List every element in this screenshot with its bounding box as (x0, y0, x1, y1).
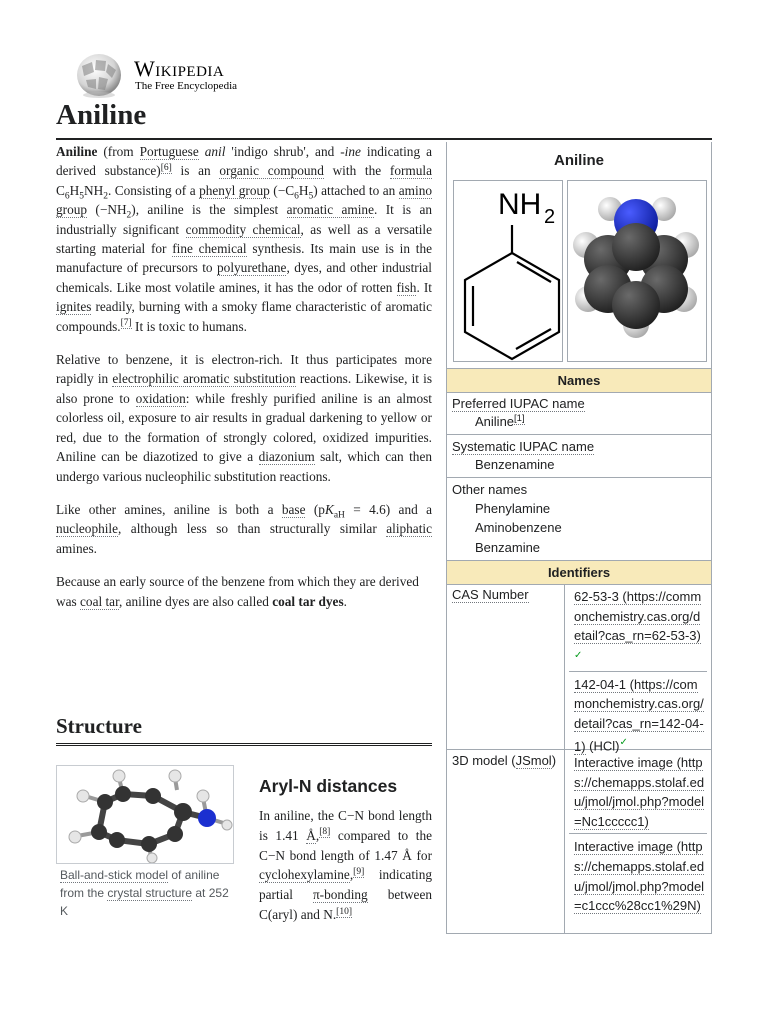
article-body (56, 142, 432, 625)
chembox-infobox (446, 142, 712, 934)
cas-number-row (447, 584, 711, 754)
ref-7[interactable]: [7] (120, 318, 132, 329)
other-name-item: Phenylamine (475, 501, 551, 516)
ball-and-stick-image[interactable] (56, 765, 234, 864)
skeletal-formula-icon (454, 181, 562, 361)
ref-6[interactable]: [6] (160, 162, 172, 173)
infobox-images (453, 180, 707, 362)
link-preferred-iupac-name[interactable]: Preferred IUPAC name (452, 396, 585, 411)
infobox-section-identifiers: Identifiers (447, 560, 711, 585)
ref-1[interactable]: [1] (514, 412, 525, 424)
link-formula[interactable]: formula (389, 163, 432, 179)
link-phenyl-group[interactable]: phenyl group (199, 182, 270, 198)
model-entry (569, 834, 707, 917)
link-fine-chemical[interactable]: fine chemical (172, 241, 247, 257)
nh2-label: NH (498, 188, 542, 221)
page-title: Aniline (56, 96, 712, 140)
link-commodity-chemical[interactable]: commodity chemical (185, 221, 301, 237)
preferred-iupac-row (447, 392, 711, 435)
other-name-item: Benzamine (475, 540, 541, 555)
wikipedia-globe-icon (74, 52, 124, 98)
link-jsmol[interactable]: JSmol (515, 753, 552, 768)
link-polyurethane[interactable]: polyurethane (217, 260, 287, 276)
infobox-title: Aniline (553, 152, 604, 169)
systematic-iupac-value: Benzenamine (475, 457, 555, 472)
ref-10[interactable]: [10] (336, 906, 352, 917)
figure-caption: Ball-and-stick model of aniline from the crystal structure at 252 K (60, 868, 229, 918)
ref-9[interactable]: [9] (353, 866, 365, 877)
infobox-section-names: Names (447, 368, 711, 393)
link-aliphatic[interactable]: aliphatic (386, 521, 432, 537)
link-pi-bonding[interactable]: π-bonding (312, 887, 368, 903)
link-interactive-image-2[interactable]: Interactive image (https://chemapps.stolaf.edu/jmol/jmol.php?model=c1ccc%28cc1%29N) (574, 839, 705, 914)
other-name-item: Aminobenzene (475, 520, 562, 535)
link-ball-and-stick-model[interactable]: Ball-and-stick model (60, 868, 169, 882)
verified-check-icon: ✓ (574, 649, 583, 661)
basicity-paragraph: Like other amines, aniline is both a base $(pK_{aH} = 4.6)$ and a nucleophile, although less so than structurally similar aliphatic amines. (56, 501, 433, 556)
link-angstrom[interactable]: Å (306, 827, 316, 843)
skeletal-formula-image[interactable] (453, 180, 563, 362)
subsection-heading-aryl-n-distances: Aryl-N distances (259, 776, 398, 796)
link-interactive-image-1[interactable]: Interactive image (https://chemapps.stolaf.edu/jmol/jmol.php?model=Nc1ccccc1) (574, 755, 705, 829)
other-names-label: Other names (452, 482, 528, 497)
model-entry (569, 750, 707, 834)
cas-entry (569, 584, 707, 672)
reactivity-paragraph: Relative to benzene, it is electron-rich. It thus participates more rapidly in electrophilic aromatic substitution reactions. Likewise, it is also prone to oxidation: while freshly purified aniline is an almost colorless oil, exposure to air results in gradual darkening to yellow or red, due to the formation of strongly colored, oxidized impurities. Aniline can be diazotized to give a diazonium salt, which can then undergo various nucleophilic substitution reactions. (56, 352, 432, 484)
link-fish[interactable]: fish (396, 279, 417, 295)
wikipedia-wordmark: Wikipedia (134, 56, 225, 81)
cas-values-cell (569, 584, 707, 758)
link-crystal-structure[interactable]: crystal structure (107, 886, 193, 900)
link-coal-tar[interactable]: coal tar (80, 593, 119, 609)
other-names-row (447, 478, 711, 560)
link-oxidation[interactable]: oxidation (135, 390, 186, 406)
ref-8[interactable]: [8] (319, 827, 331, 838)
verified-check-icon: ✓ (619, 737, 628, 749)
link-cas-number[interactable]: CAS Number (452, 587, 529, 602)
link-portuguese[interactable]: Portuguese (139, 144, 199, 159)
3d-model-row (447, 750, 711, 934)
link-cyclohexylamine[interactable]: cyclohexylamine (259, 867, 350, 883)
link-ignites[interactable]: ignites (56, 299, 92, 315)
preferred-iupac-value: Aniline[1] (475, 412, 525, 429)
link-base[interactable]: base (281, 501, 306, 517)
3d-model-values-cell (569, 750, 707, 918)
cas-entry: 142-04-1 (https://commonchemistry.cas.org/detail?cas_rn=142-04-1) (HCl)✓ (574, 676, 704, 754)
section-heading-structure: Structure (56, 711, 432, 746)
italic-ine: -ine (340, 144, 361, 159)
ball-and-stick-model-icon (57, 766, 233, 863)
ball-and-stick-figure (56, 765, 236, 922)
link-organic-compound[interactable]: organic compound (219, 163, 324, 179)
link-electrophilic-aromatic-substitution[interactable]: electrophilic aromatic substitution (112, 371, 296, 387)
3d-model-label-cell: 3D model (JSmol) (447, 750, 565, 933)
space-filling-model-image[interactable] (567, 180, 707, 362)
italic-anil: anil (204, 144, 226, 159)
nh2-subscript: 2 (544, 206, 556, 228)
intro-paragraph: Aniline (from Portuguese anil 'indigo shrub', and -ine indicating a derived substance)[6] is an organic compound with the formula $C_6H_5NH_2$. Consisting of a phenyl group $(-C_6H_5)$ attached to an amino group $(-NH_2)$, aniline is the simplest aromatic amine. It is an industrially significant commodity chemical, as well as a versatile starting material for fine chemical synthesis. Its main use is in the manufacture of precursors to polyurethane, dyes, and other industrial chemicals. Like most volatile amines, it has the odor of rotten fish. It ignites readily, burning with a smoky flame characteristic of aromatic compounds.[7] It is toxic to humans. (56, 144, 433, 334)
wikipedia-tagline: The Free Encyclopedia (135, 80, 238, 92)
link-cas-62-53-3[interactable]: 62-53-3 (https://commonchemistry.cas.org/detail?cas_rn=62-53-3) (574, 589, 702, 644)
space-filling-model-icon (568, 181, 706, 361)
bold-coal-tar-dyes: coal tar dyes (272, 593, 344, 609)
bold-term: Aniline (56, 144, 98, 159)
link-aromatic-amine[interactable]: aromatic amine (286, 202, 374, 218)
link-diazonium[interactable]: diazonium (258, 449, 315, 465)
wikipedia-logo[interactable] (74, 52, 254, 98)
cas-label-cell (447, 584, 565, 749)
systematic-iupac-row (447, 435, 711, 478)
link-systematic-iupac-name[interactable]: Systematic IUPAC name (452, 439, 595, 454)
link-cas-142-04-1[interactable]: 142-04-1 (https://commonchemistry.cas.org/detail?cas_rn=142-04-1) (574, 676, 704, 754)
aryl-n-paragraph: In aniline, the C−N bond length is 1.41 Å,[8] compared to the C−N bond length of 1.47 Å for cyclohexylamine,[9] indicating partial π-bonding between C(aryl) and N.[10] (259, 808, 433, 922)
link-amino-group[interactable]: amino group (56, 182, 432, 218)
coal-tar-paragraph: Because an early source of the benzene from which they are derived was coal tar, aniline dyes are also called coal tar dyes. (56, 574, 419, 609)
link-nucleophile[interactable]: nucleophile (56, 521, 119, 537)
